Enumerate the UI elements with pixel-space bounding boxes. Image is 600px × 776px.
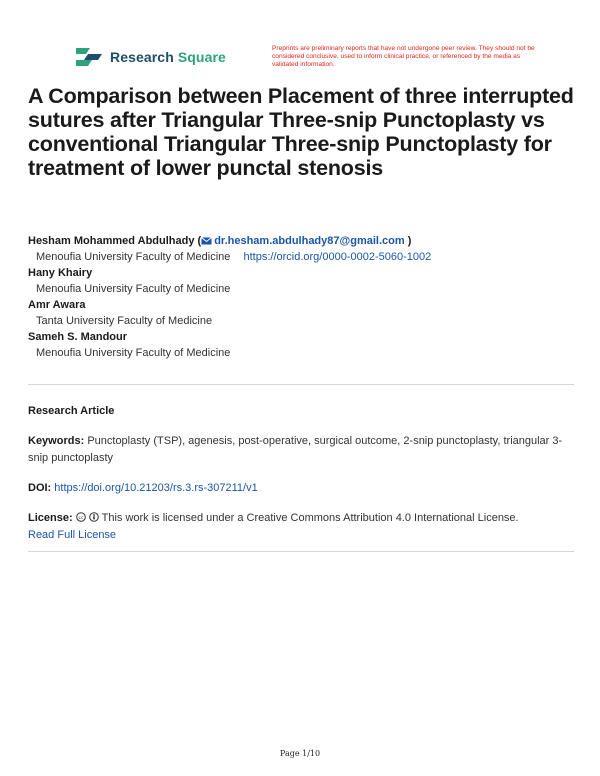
research-square-logo[interactable] [74,44,226,70]
research-square-logo-icon [74,44,104,70]
email-icon [201,237,212,245]
article-type: Research Article [28,405,115,417]
logo-square-text: Square [177,49,226,65]
author-name: Amr Awara [28,299,86,311]
author-affiliation: Tanta University Faculty of Medicine [36,315,213,327]
doi-block [28,480,576,497]
logo-wordmark [110,49,226,65]
author-affiliation [28,249,576,265]
author-affiliation: Menoufia University Faculty of Medicine [36,347,231,359]
author-paren-close: ) [407,235,412,247]
doi-link[interactable]: https://doi.org/10.21203/rs.3.rs-307211/v1 [54,482,258,494]
author-name: Hany Khairy [28,267,93,279]
read-full-license-link[interactable]: Read Full License [28,529,117,541]
license-label: License: [28,512,73,524]
svg-text:cc: cc [78,516,84,521]
section-divider [28,551,574,552]
logo-research-text: Research [110,49,174,65]
author-name: Sameh S. Mandour [28,331,128,343]
preprint-disclaimer: Preprints are preliminary reports that have not undergone peer review. They should not be considered conclusive, used to inform clinical practice, or referenced by the media as validated information. [272,45,535,68]
page-number: Page 1/10 [279,749,321,758]
author-name [28,233,576,249]
license-block [28,510,576,544]
author-list [28,233,576,361]
author-email-link[interactable]: dr.hesham.abdulhady87@gmail.com [214,235,405,247]
author-affiliation: Menoufia University Faculty of Medicine [36,283,231,295]
keywords-text: Punctoplasty (TSP), agenesis, post-operative, surgical outcome, 2-snip punctoplasty, triangular 3-snip punctoplasty [28,435,563,464]
keywords-label: Keywords: [28,435,85,447]
license-text: This work is licensed under a Creative Commons Attribution 4.0 International License. [101,512,519,524]
keywords-block [28,433,576,467]
creative-commons-icon [76,512,86,522]
attribution-icon [89,512,99,522]
author-affiliation-text: Menoufia University Faculty of Medicine [36,251,231,263]
orcid-link[interactable]: https://orcid.org/0000-0002-5060-1002 [243,251,432,263]
section-divider [28,384,574,385]
doi-label: DOI: [28,482,52,494]
author-name-text: Hesham Mohammed Abdulhady [28,235,195,247]
author-paren-open: ( [197,235,202,247]
paper-title: A Comparison between Placement of three interrupted sutures after Triangular Three-snip Punctoplasty vs conventional Triangular Three-snip Punctoplasty for treatment of lower punctal stenosis [28,84,574,180]
